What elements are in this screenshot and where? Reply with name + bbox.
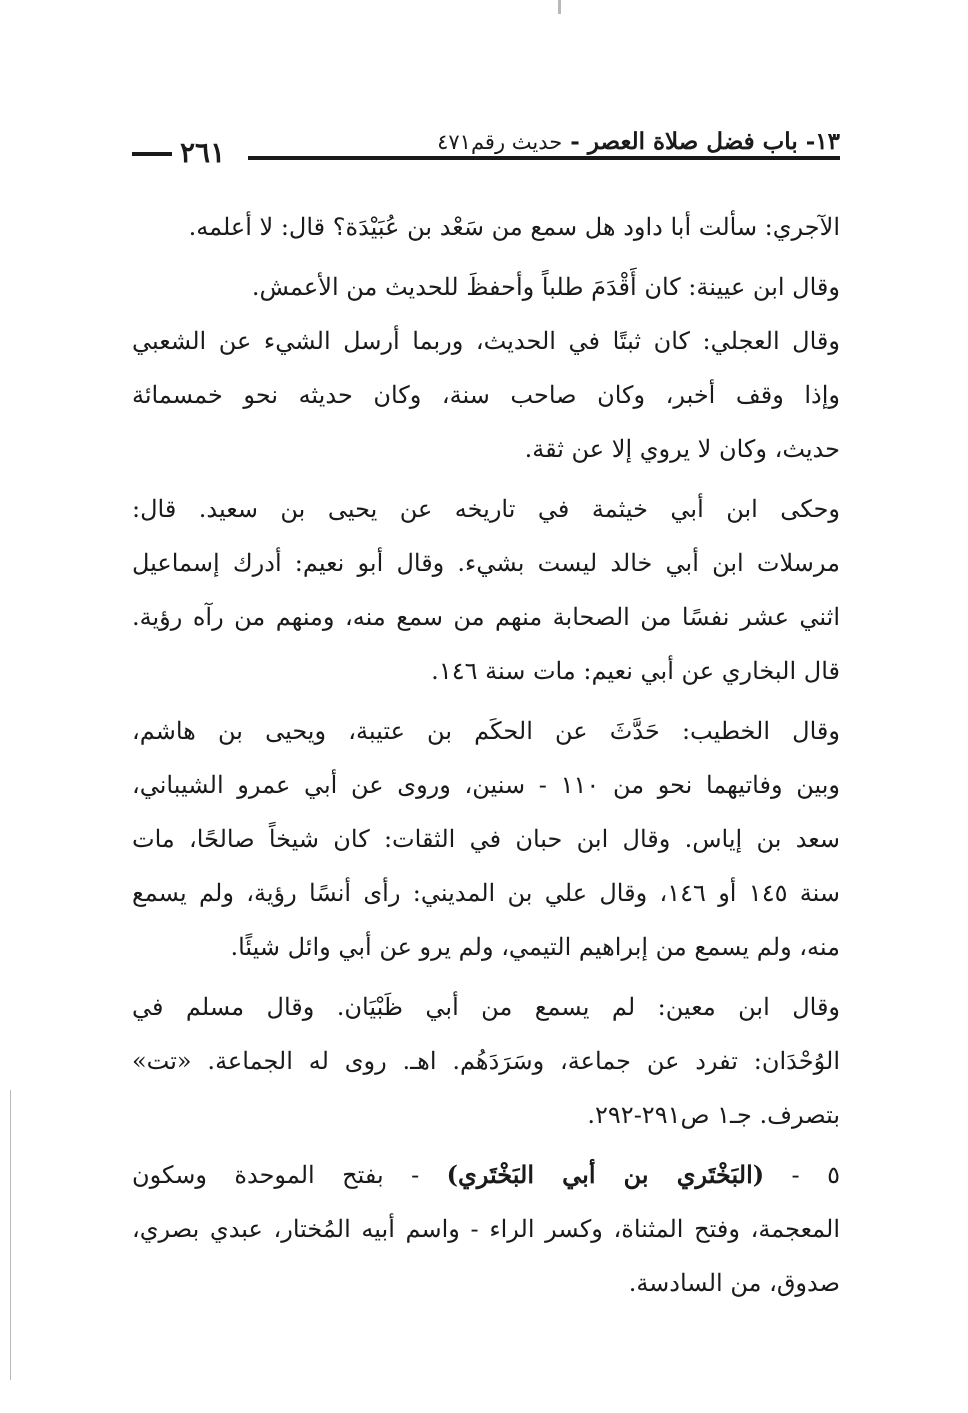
- text-line: اثني عشر نفسًا من الصحابة منهم من سمع منه، ومنهم من رآه رؤية.: [132, 603, 840, 631]
- body-text: [132, 200, 840, 1310]
- text-line: وقال العجلي: كان ثبتًا في الحديث، وربما أرسل الشيء عن الشعبي: [132, 327, 840, 355]
- header-rule: [248, 156, 840, 160]
- paragraph-ibn-abi-khaythamah: [132, 482, 840, 698]
- page-header: [132, 128, 840, 184]
- header-dash: [132, 152, 172, 156]
- text-line: منه، ولم يسمع من إبراهيم التيمي، ولم يرو عن أبي وائل شيئًا.: [230, 933, 840, 961]
- text-line: صدوق، من السادسة.: [628, 1269, 840, 1297]
- scan-mark-top: [558, 0, 561, 14]
- text-line: قال البخاري عن أبي نعيم: مات سنة ١٤٦.: [431, 657, 840, 685]
- text-line: وبين وفاتيهما نحو من ١١٠ - سنين، وروى عن أبي عمرو الشيباني،: [132, 771, 840, 799]
- text-line: سنة ١٤٥ أو ١٤٦، وقال علي بن المديني: رأى أنسًا رؤية، ولم يسمع: [132, 879, 840, 907]
- text-line: حديث، وكان لا يروي إلا عن ثقة.: [524, 435, 840, 463]
- entry-5-al-bakhtari: [132, 1148, 840, 1310]
- chapter-title: ١٣- باب فضل صلاة العصر: [587, 128, 840, 155]
- text-line: الآجري: سألت أبا داود هل سمع من سَعْد بن عُبَيْدَة؟ قال: لا أعلمه.: [188, 213, 840, 241]
- entry-number: ٥ -: [791, 1161, 840, 1189]
- text-line: سعد بن إياس. وقال ابن حبان في الثقات: كان شيخاً صالحًا، مات: [132, 825, 840, 853]
- entry-heading-line: [132, 1148, 840, 1202]
- running-head: [437, 128, 840, 155]
- entry-name: (البَخْتَري بن أبي البَخْتَري): [446, 1160, 765, 1189]
- text-line: الوُحْدَان: تفرد عن جماعة، وسَرَدَهُم. اهـ. روى له الجماعة. «تت»: [132, 1047, 840, 1075]
- text-line: مرسلات ابن أبي خالد ليست بشيء. وقال أبو نعيم: أدرك إسماعيل: [132, 549, 840, 577]
- paragraph-ibn-maeen: [132, 980, 840, 1142]
- entry-text: - بفتح الموحدة وسكون: [132, 1161, 420, 1189]
- paragraph-ajurri: [132, 200, 840, 254]
- text-line: وقال الخطيب: حَدَّثَ عن الحكَم بن عتيبة، ويحيى بن هاشم،: [132, 717, 840, 745]
- text-line: وقال ابن معين: لم يسمع من أبي ظَبْيَان. وقال مسلم في: [132, 993, 840, 1021]
- text-line: وإذا وقف أخبر، وكان صاحب سنة، وكان حديثه نحو خمسمائة: [132, 381, 840, 409]
- text-line: وحكى ابن أبي خيثمة في تاريخه عن يحيى بن سعيد. قال:: [132, 495, 840, 523]
- hadith-reference: حديث رقم٤٧١: [437, 130, 563, 154]
- text-line: المعجمة، وفتح المثناة، وكسر الراء - واسم أبيه المُختار، عبدي بصري،: [132, 1215, 840, 1243]
- text-line: بتصرف. جـ١ ص٢٩١-٢٩٢.: [587, 1101, 840, 1129]
- scan-mark-left: [10, 1090, 11, 1380]
- paragraph-ibn-uyaynah: [132, 260, 840, 476]
- running-head-separator: -: [570, 128, 580, 155]
- paragraph-al-khatib: [132, 704, 840, 974]
- text-line: وقال ابن عيينة: كان أَقْدَمَ طلباً وأحفظَ للحديث من الأعمش.: [251, 273, 840, 301]
- page-number: ٢٦١: [180, 136, 226, 169]
